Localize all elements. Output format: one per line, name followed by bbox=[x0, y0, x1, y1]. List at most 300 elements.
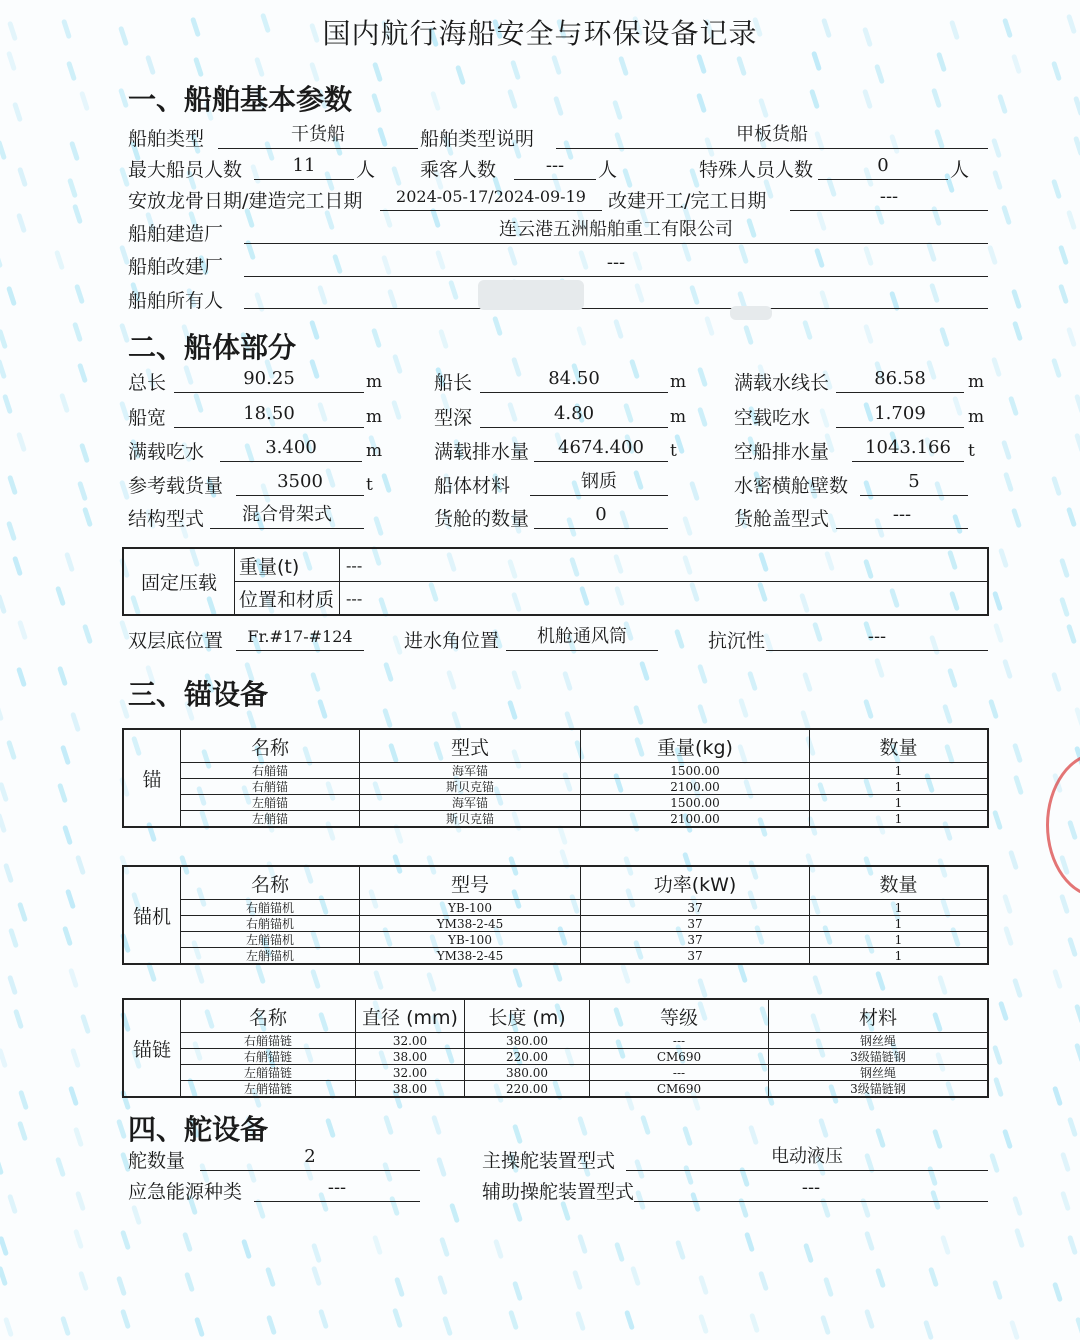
watermark-dash bbox=[618, 56, 629, 77]
watermark-dash bbox=[18, 620, 29, 641]
watermark-dash bbox=[802, 672, 813, 693]
redaction-block bbox=[478, 280, 584, 310]
watermark-dash bbox=[1014, 1228, 1025, 1249]
watermark-dash bbox=[6, 521, 17, 542]
cell: YB-100 bbox=[360, 900, 581, 916]
watermark-dash bbox=[0, 247, 3, 268]
special-label: 特殊人员人数 bbox=[699, 159, 814, 181]
watermark-dash bbox=[820, 1315, 831, 1336]
watermark-dash bbox=[309, 320, 320, 341]
watermark-dash bbox=[553, 95, 564, 116]
table-row bbox=[123, 916, 988, 932]
watermark-dash bbox=[939, 327, 950, 348]
watermark-dash bbox=[0, 701, 4, 722]
watermark-dash bbox=[82, 624, 93, 645]
cell: 右艄锚链 bbox=[181, 1049, 356, 1065]
cell: --- bbox=[590, 1033, 769, 1049]
full-draft-unit: m bbox=[366, 441, 383, 461]
watermark-dash bbox=[16, 667, 27, 688]
ballast-weight-value: --- bbox=[340, 548, 989, 582]
cell: CM690 bbox=[590, 1049, 769, 1065]
watermark-dash bbox=[1074, 1043, 1080, 1064]
keel-label: 安放龙骨日期/建造完工日期 bbox=[128, 190, 363, 212]
watermark-dash bbox=[116, 1275, 127, 1296]
watermark-dash bbox=[823, 1277, 834, 1298]
watermark-dash bbox=[55, 586, 66, 607]
loa-value: 90.25 bbox=[174, 366, 364, 393]
watermark-dash bbox=[802, 320, 813, 341]
anchor-header: 名称 bbox=[181, 729, 360, 763]
ballast-table bbox=[122, 547, 989, 616]
ballast-label: 固定压载 bbox=[123, 548, 235, 615]
watermark-dash bbox=[65, 552, 76, 573]
watermark-dash bbox=[1011, 289, 1022, 310]
cell: 220.00 bbox=[465, 1081, 590, 1098]
watermark-dash bbox=[512, 1280, 523, 1301]
anchor-header: 重量(kg) bbox=[581, 729, 810, 763]
watermark-dash bbox=[874, 658, 885, 679]
windlass-header: 型号 bbox=[360, 866, 581, 900]
cell: 380.00 bbox=[465, 1065, 590, 1081]
cell: YM38-2-45 bbox=[360, 948, 581, 965]
watermark-dash bbox=[577, 1233, 588, 1254]
watermark-dash bbox=[1058, 284, 1069, 305]
cell: 钢丝绳 bbox=[769, 1033, 989, 1049]
material-label: 船体材料 bbox=[434, 475, 511, 497]
cell: 1 bbox=[810, 811, 989, 828]
watermark-dash bbox=[744, 1232, 755, 1253]
rebuild-value: --- bbox=[790, 184, 988, 211]
table-row bbox=[123, 948, 988, 965]
watermark-dash bbox=[560, 1201, 571, 1222]
watermark-dash bbox=[13, 1009, 24, 1030]
ship-type-value: 干货船 bbox=[218, 122, 418, 149]
rudders-label: 舵数量 bbox=[128, 1150, 186, 1172]
cell: 1 bbox=[810, 763, 989, 779]
watermark-dash bbox=[1003, 472, 1014, 493]
watermark-dash bbox=[997, 94, 1008, 115]
watermark-dash bbox=[0, 1236, 9, 1257]
watermark-dash bbox=[1011, 54, 1022, 75]
watermark-dash bbox=[811, 51, 822, 72]
cell: 2100.00 bbox=[581, 779, 810, 795]
watermark-dash bbox=[1002, 659, 1013, 680]
watermark-dash bbox=[1012, 742, 1023, 763]
watermark-dash bbox=[18, 1090, 29, 1111]
watermark-dash bbox=[439, 1236, 450, 1257]
cell: 钢丝绳 bbox=[769, 1065, 989, 1081]
depth-unit: m bbox=[670, 407, 687, 427]
lpp-label: 船长 bbox=[434, 372, 473, 394]
table-row bbox=[123, 1081, 988, 1098]
watermark-dash bbox=[697, 367, 708, 388]
watermark-dash bbox=[1066, 210, 1077, 231]
redaction-block-small bbox=[730, 306, 772, 320]
watermark-dash bbox=[265, 1266, 276, 1287]
watermark-dash bbox=[72, 321, 83, 342]
watermark-dash bbox=[992, 1045, 1003, 1066]
cell: 1500.00 bbox=[581, 795, 810, 811]
watermark-dash bbox=[372, 62, 383, 83]
depth-label: 型深 bbox=[434, 407, 473, 429]
watermark-dash bbox=[508, 699, 519, 720]
windlass-header: 功率(kW) bbox=[581, 866, 810, 900]
watermark-dash bbox=[875, 1268, 886, 1289]
watermark-dash bbox=[1003, 925, 1014, 946]
main-steer-value: 电动液压 bbox=[626, 1144, 988, 1171]
watermark-dash bbox=[61, 1316, 72, 1337]
watermark-dash bbox=[437, 1274, 448, 1295]
watermark-dash bbox=[875, 971, 886, 992]
structure-value: 混合骨架式 bbox=[210, 502, 364, 529]
watermark-dash bbox=[936, 52, 947, 73]
cell: 海军锚 bbox=[360, 763, 581, 779]
watermark-dash bbox=[1001, 205, 1012, 226]
watermark-dash bbox=[697, 977, 708, 998]
watermark-dash bbox=[3, 1317, 14, 1338]
watermark-dash bbox=[576, 326, 587, 347]
cell: 1 bbox=[810, 916, 989, 932]
watermark-dash bbox=[998, 1001, 1009, 1022]
cell: 左艏锚机 bbox=[181, 932, 360, 948]
cell: 37 bbox=[581, 948, 810, 965]
watermark-dash bbox=[1051, 358, 1062, 379]
watermark-dash bbox=[1066, 624, 1077, 645]
type-desc-label: 船舶类型说明 bbox=[420, 128, 535, 150]
watermark-dash bbox=[442, 1316, 453, 1337]
light-draft-unit: m bbox=[968, 407, 985, 427]
material-value: 钢质 bbox=[530, 469, 668, 496]
watermark-dash bbox=[1059, 894, 1070, 915]
watermark-dash bbox=[391, 400, 402, 421]
watermark-dash bbox=[325, 1117, 336, 1138]
watermark-dash bbox=[1001, 440, 1012, 461]
watermark-dash bbox=[184, 1272, 195, 1293]
watermark-dash bbox=[0, 1155, 4, 1176]
watermark-dash bbox=[62, 825, 73, 846]
watermark-dash bbox=[373, 516, 384, 537]
watermark-dash bbox=[1009, 1319, 1020, 1340]
cell: 3级锚链钢 bbox=[769, 1049, 989, 1065]
watermark-dash bbox=[145, 55, 156, 76]
watermark-dash bbox=[193, 57, 204, 78]
watermark-dash bbox=[59, 393, 70, 414]
owner-value bbox=[244, 282, 988, 309]
depth-value: 4.80 bbox=[480, 401, 668, 428]
watermark-dash bbox=[55, 1157, 66, 1178]
watermark-dash bbox=[551, 55, 562, 76]
watermark-dash bbox=[1059, 558, 1070, 579]
watermark-dash bbox=[1058, 245, 1069, 266]
cell: YB-100 bbox=[360, 932, 581, 948]
watermark-dash bbox=[393, 354, 404, 375]
watermark-dash bbox=[704, 316, 715, 337]
watermark-dash bbox=[1067, 1234, 1078, 1255]
watermark-dash bbox=[254, 57, 265, 78]
rebuild-label: 改建开工/完工日期 bbox=[608, 190, 767, 212]
watermark-dash bbox=[116, 1119, 127, 1140]
watermark-dash bbox=[70, 1047, 81, 1068]
anchor-table bbox=[122, 728, 989, 828]
watermark-dash bbox=[1074, 432, 1080, 453]
watermark-dash bbox=[674, 629, 685, 650]
watermark-dash bbox=[74, 283, 85, 304]
builder-label: 船舶建造厂 bbox=[128, 223, 224, 245]
hatch-value: --- bbox=[836, 502, 968, 529]
watermark-dash bbox=[689, 480, 700, 501]
aux-steer-label: 辅助操舵装置型式 bbox=[482, 1181, 635, 1203]
watermark-dash bbox=[512, 1202, 523, 1223]
chain-header: 长度 (m) bbox=[465, 999, 590, 1033]
watermark-dash bbox=[748, 1125, 759, 1146]
cell: 37 bbox=[581, 916, 810, 932]
watermark-dash bbox=[991, 356, 1002, 377]
chain-table bbox=[122, 998, 989, 1098]
watermark-dash bbox=[675, 1239, 686, 1260]
watermark-dash bbox=[682, 516, 693, 537]
watermark-dash bbox=[989, 1152, 1000, 1173]
watermark-dash bbox=[620, 963, 631, 984]
cell: 1 bbox=[810, 948, 989, 965]
chain-header: 名称 bbox=[181, 999, 356, 1033]
watermark-dash bbox=[1051, 671, 1062, 692]
watermark-dash bbox=[1074, 706, 1080, 727]
watermark-dash bbox=[991, 138, 1002, 159]
keel-value: 2024-05-17/2024-09-19 bbox=[380, 184, 602, 211]
watermark-dash bbox=[1060, 1191, 1071, 1212]
watermark-dash bbox=[60, 745, 71, 766]
watermark-dash bbox=[864, 1309, 875, 1330]
cell: 1 bbox=[810, 779, 989, 795]
watermark-dash bbox=[942, 704, 953, 725]
watermark-dash bbox=[1052, 1281, 1063, 1302]
table-row bbox=[123, 1049, 988, 1065]
rudders-value: 2 bbox=[200, 1144, 420, 1171]
watermark-dash bbox=[7, 974, 18, 995]
watermark-dash bbox=[0, 140, 7, 161]
full-disp-label: 满载排水量 bbox=[434, 441, 530, 463]
watermark-dash bbox=[455, 65, 466, 86]
watermark-dash bbox=[812, 974, 823, 995]
cell: YM38-2-45 bbox=[360, 916, 581, 932]
flood-label: 进水角位置 bbox=[404, 630, 500, 652]
watermark-dash bbox=[630, 1266, 641, 1287]
watermark-dash bbox=[436, 1157, 447, 1178]
red-seal-stamp bbox=[1046, 752, 1080, 898]
watermark-dash bbox=[1066, 507, 1077, 528]
watermark-dash bbox=[69, 140, 80, 161]
watermark-dash bbox=[633, 705, 644, 726]
watermark-dash bbox=[552, 962, 563, 983]
watermark-dash bbox=[998, 547, 1009, 568]
watermark-dash bbox=[394, 1277, 405, 1298]
watermark-dash bbox=[992, 591, 1003, 612]
emergency-value: --- bbox=[254, 1175, 420, 1202]
watermark-dash bbox=[612, 100, 623, 121]
cell: 右艏锚 bbox=[181, 763, 360, 779]
watermark-dash bbox=[639, 661, 650, 682]
watermark-dash bbox=[68, 1085, 79, 1106]
watermark-dash bbox=[0, 328, 8, 349]
lwl-unit: m bbox=[968, 372, 985, 392]
watermark-dash bbox=[146, 962, 157, 983]
watermark-dash bbox=[82, 506, 93, 527]
watermark-dash bbox=[937, 975, 948, 996]
watermark-dash bbox=[1013, 321, 1024, 342]
table-row bbox=[123, 795, 988, 811]
cell: 2100.00 bbox=[581, 811, 810, 828]
watermark-dash bbox=[1012, 977, 1023, 998]
watermark-dash bbox=[430, 90, 441, 111]
cell: 380.00 bbox=[465, 1033, 590, 1049]
watermark-dash bbox=[1066, 327, 1077, 348]
section-3-heading: 三、锚设备 bbox=[128, 678, 269, 711]
windlass-table bbox=[122, 865, 989, 965]
watermark-dash bbox=[371, 92, 382, 113]
watermark-dash bbox=[512, 967, 523, 988]
cell: 右艏锚链 bbox=[181, 1033, 356, 1049]
watermark-dash bbox=[0, 594, 7, 615]
table-row bbox=[123, 763, 988, 779]
watermark-dash bbox=[1052, 968, 1063, 989]
watermark-dash bbox=[0, 359, 7, 380]
lpp-value: 84.50 bbox=[480, 366, 668, 393]
watermark-dash bbox=[426, 972, 437, 993]
watermark-dash bbox=[572, 1270, 583, 1291]
cell: 1 bbox=[810, 795, 989, 811]
cell: 斯贝克锚 bbox=[360, 811, 581, 828]
modifier-label: 船舶改建厂 bbox=[128, 256, 224, 278]
watermark-dash bbox=[507, 89, 518, 110]
watermark-dash bbox=[372, 1235, 383, 1256]
watermark-dash bbox=[195, 1316, 206, 1337]
beam-label: 船宽 bbox=[128, 407, 167, 429]
watermark-dash bbox=[12, 555, 23, 576]
watermark-dash bbox=[988, 699, 999, 720]
watermark-dash bbox=[70, 711, 81, 732]
watermark-dash bbox=[863, 89, 874, 110]
watermark-dash bbox=[737, 963, 748, 984]
watermark-dash bbox=[241, 1239, 252, 1260]
cell: 38.00 bbox=[356, 1081, 465, 1098]
type-desc-value: 甲板货船 bbox=[556, 122, 988, 149]
watermark-dash bbox=[992, 1280, 1003, 1301]
watermark-dash bbox=[696, 93, 707, 114]
watermark-dash bbox=[1012, 508, 1023, 529]
watermark-dash bbox=[1008, 396, 1019, 417]
watermark-dash bbox=[73, 1127, 84, 1148]
watermark-dash bbox=[75, 854, 86, 875]
watermark-dash bbox=[68, 968, 79, 989]
watermark-dash bbox=[7, 474, 18, 495]
table-row bbox=[123, 932, 988, 948]
watermark-dash bbox=[1074, 1003, 1080, 1024]
beam-unit: m bbox=[366, 407, 383, 427]
watermark-dash bbox=[79, 443, 90, 464]
loa-label: 总长 bbox=[128, 372, 167, 394]
watermark-dash bbox=[575, 1310, 586, 1331]
special-unit: 人 bbox=[950, 159, 970, 181]
watermark-dash bbox=[63, 926, 74, 947]
watermark-dash bbox=[758, 98, 769, 119]
watermark-dash bbox=[1067, 937, 1078, 958]
cell: 海军锚 bbox=[360, 795, 581, 811]
main-steer-label: 主操舵装置型式 bbox=[482, 1150, 616, 1172]
ship-type-label: 船舶类型 bbox=[128, 128, 205, 150]
watermark-dash bbox=[928, 1267, 939, 1288]
watermark-dash bbox=[2, 393, 13, 414]
watermark-dash bbox=[1075, 1317, 1080, 1338]
watermark-dash bbox=[57, 665, 68, 686]
lwl-label: 满载水线长 bbox=[734, 372, 830, 394]
anchor-header: 型式 bbox=[360, 729, 581, 763]
table-row bbox=[123, 811, 988, 828]
passengers-label: 乘客人数 bbox=[420, 159, 497, 181]
watermark-dash bbox=[66, 61, 77, 82]
watermark-dash bbox=[73, 1229, 84, 1250]
watermark-dash bbox=[72, 204, 83, 225]
watermark-dash bbox=[382, 708, 393, 729]
max-crew-value: 11 bbox=[254, 153, 354, 180]
ref-cargo-value: 3500 bbox=[236, 469, 364, 496]
builder-value: 连云港五洲船舶重工有限公司 bbox=[244, 217, 988, 244]
watermark-dash bbox=[449, 1203, 460, 1224]
document-title: 国内航行海船安全与环保设备记录 bbox=[322, 17, 758, 50]
table-row bbox=[123, 1065, 988, 1081]
structure-label: 结构型式 bbox=[128, 508, 205, 530]
windlass-header: 名称 bbox=[181, 866, 360, 900]
watermark-dash bbox=[697, 664, 708, 685]
watermark-dash bbox=[67, 178, 78, 199]
watermark-dash bbox=[758, 1271, 769, 1292]
watermark-dash bbox=[16, 432, 27, 453]
table-row bbox=[123, 779, 988, 795]
watermark-dash bbox=[383, 661, 394, 682]
watermark-dash bbox=[12, 102, 23, 123]
cell: 左艏锚链 bbox=[181, 1065, 356, 1081]
watermark-dash bbox=[993, 623, 1004, 644]
watermark-dash bbox=[78, 1270, 89, 1291]
watermark-dash bbox=[6, 740, 17, 761]
cell: 1 bbox=[810, 900, 989, 916]
watermark-dash bbox=[0, 1047, 8, 1068]
watermark-dash bbox=[310, 672, 321, 693]
light-disp-value: 1043.166 bbox=[852, 435, 964, 462]
watermark-dash bbox=[120, 1308, 131, 1329]
watermark-dash bbox=[512, 1124, 523, 1145]
watermark-dash bbox=[613, 319, 624, 340]
max-crew-label: 最大船员人数 bbox=[128, 159, 243, 181]
hatch-label: 货舱盖型式 bbox=[734, 508, 830, 530]
watermark-dash bbox=[863, 699, 874, 720]
lwl-value: 86.58 bbox=[836, 366, 964, 393]
watermark-dash bbox=[131, 1205, 142, 1226]
cell: 38.00 bbox=[356, 1049, 465, 1065]
watermark-dash bbox=[743, 325, 754, 346]
watermark-dash bbox=[1052, 1086, 1063, 1107]
watermark-dash bbox=[1060, 1152, 1071, 1173]
cell: 3级锚链钢 bbox=[769, 1081, 989, 1098]
watermark-dash bbox=[0, 1266, 8, 1287]
chain-side-label: 锚链 bbox=[123, 999, 181, 1097]
watermark-dash bbox=[80, 1014, 91, 1035]
bulkheads-label: 水密横舱壁数 bbox=[734, 475, 849, 497]
watermark-dash bbox=[17, 167, 28, 188]
emergency-label: 应急能源种类 bbox=[128, 1181, 243, 1203]
table-row bbox=[123, 1033, 988, 1049]
watermark-dash bbox=[54, 250, 65, 271]
chain-header: 直径 (mm) bbox=[356, 999, 465, 1033]
